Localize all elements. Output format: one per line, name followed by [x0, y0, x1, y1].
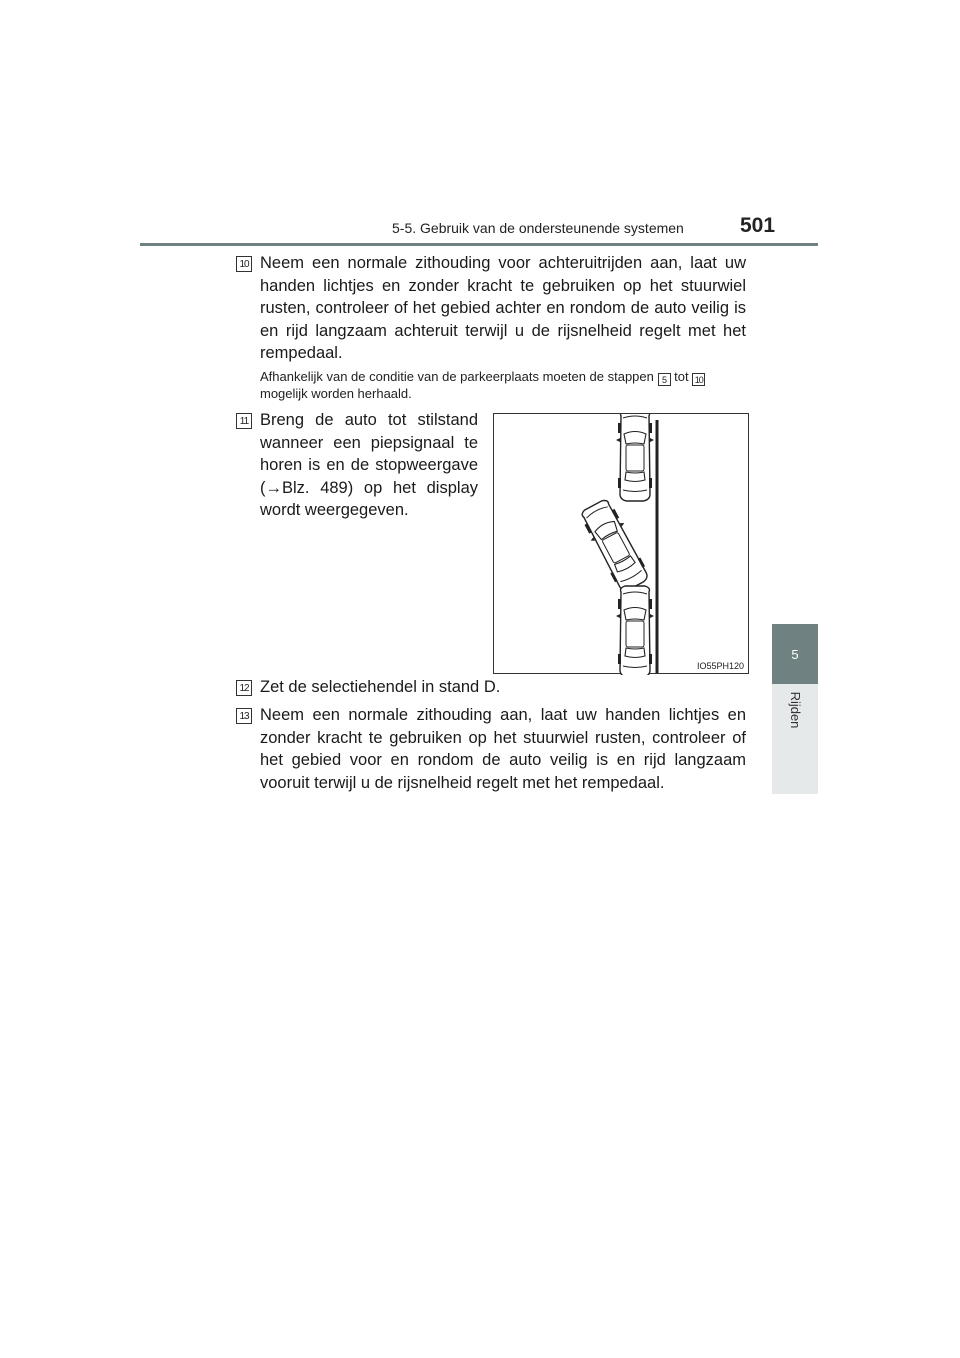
- parked-car-rear: [616, 586, 654, 675]
- section-title: 5-5. Gebruik van de ondersteunende systemen: [392, 220, 684, 236]
- note-text-part2: tot: [674, 369, 689, 384]
- step-badge-12: 12: [236, 680, 252, 696]
- parked-car-front: [616, 414, 654, 501]
- step-11-text: [260, 409, 478, 522]
- step-badge-11: 11: [236, 413, 252, 429]
- note-text-part3: mogelijk worden herhaald.: [260, 386, 412, 401]
- step-13-text: [260, 704, 746, 794]
- repeat-note: [260, 369, 746, 402]
- note-badge-10: 10: [692, 373, 705, 386]
- parking-illustration: [493, 413, 749, 674]
- page-number: 501: [740, 214, 776, 237]
- step-11-paragraph: Breng de auto tot stilstand wanneer een piepsignaal te horen is en de stopweergave (→Blz. 489) op het display wordt weergegeven.: [260, 411, 478, 520]
- step-13-paragraph: Neem een normale zithouding aan, laat uw handen lichtjes en zonder kracht te gebruiken op het stuurwiel rusten, controleer of het gebied voor en rondom de auto veilig is en rijd langzaam vooruit terwijl u de rijsnelheid regelt met het rempedaal.: [260, 706, 746, 792]
- step-12-text: [260, 676, 746, 699]
- step-12-paragraph: Zet de selectiehendel in stand D.: [260, 678, 501, 696]
- parking-diagram-svg: [494, 414, 750, 675]
- chapter-tab-label: Rijden: [788, 691, 803, 729]
- step-badge-10: 10: [236, 256, 252, 272]
- figure-code: IO55PH120: [696, 661, 744, 671]
- step-10-paragraph: Neem een normale zithouding voor achteruitrijden aan, laat uw handen lichtjes en zonder kracht te gebruiken op het stuurwiel rusten, controleer of het gebied achter en rondom de auto veilig is en rijd langzaam achteruit terwijl u de rijsnelheid regelt met het rempedaal.: [260, 254, 746, 363]
- step-10-text: [260, 252, 746, 365]
- note-text-part1: Afhankelijk van de conditie van de parkeerplaats moeten de stappen: [260, 369, 654, 384]
- chapter-tab-number: 5: [772, 624, 818, 684]
- step-badge-13: 13: [236, 708, 252, 724]
- header-rule: [140, 243, 818, 246]
- reversing-car: [577, 496, 653, 594]
- note-badge-5: 5: [658, 373, 671, 386]
